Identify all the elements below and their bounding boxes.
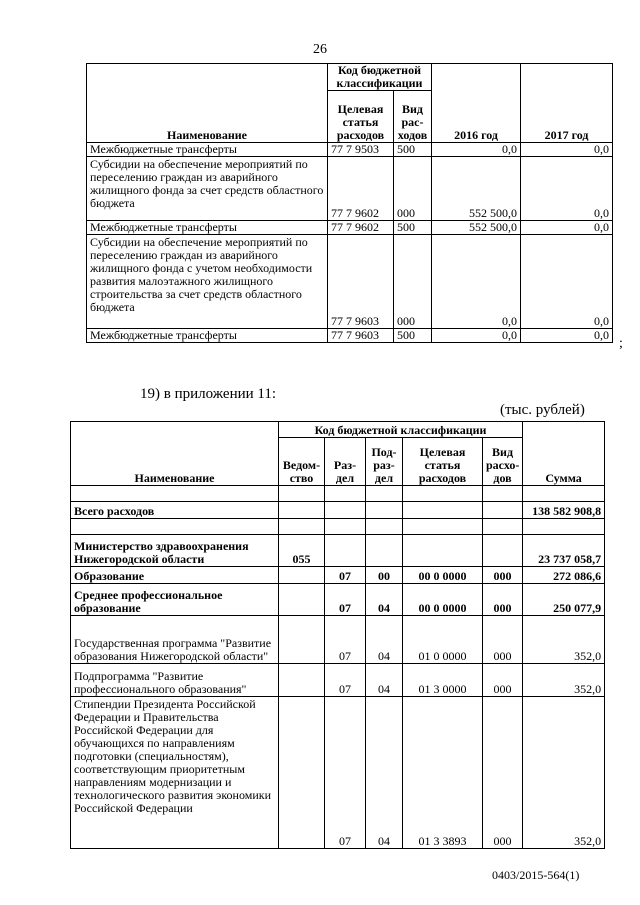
header-section: Раз-дел: [325, 438, 366, 486]
item-19-heading: 19) в приложении 11:: [140, 386, 277, 402]
row-name: Министерство здравоохранения Нижегородской области: [71, 535, 279, 567]
header-2017: 2017 год: [521, 64, 613, 143]
header-kind: Вид расхо-дов: [483, 438, 523, 486]
row-2016: 0,0: [432, 235, 521, 329]
row-sum: 352,0: [523, 616, 605, 664]
row-kind: 000: [483, 697, 523, 849]
header-name: Наименование: [71, 422, 279, 486]
row-kind: 000: [483, 567, 523, 584]
row-target: [403, 535, 483, 567]
row-target: 00 0 0000: [403, 584, 483, 616]
row-kind: 000: [394, 235, 432, 329]
table-row: [71, 519, 605, 535]
row-2017: 0,0: [521, 329, 613, 343]
row-name: Межбюджетные трансферты: [87, 143, 328, 157]
header-sum: Сумма: [523, 422, 605, 486]
row-2017: 0,0: [521, 157, 613, 221]
row-dept: [279, 584, 325, 616]
header-subsection: Под-раз-дел: [366, 438, 403, 486]
row-sum: [523, 486, 605, 502]
header-target: Целевая статья расходов: [328, 91, 394, 143]
row-kind: [483, 535, 523, 567]
row-sum: 250 077,9: [523, 584, 605, 616]
row-subsection: [366, 519, 403, 535]
table-row: [71, 616, 605, 664]
row-2017: 0,0: [521, 221, 613, 235]
row-2017: 0,0: [521, 235, 613, 329]
row-kind: 000: [483, 584, 523, 616]
row-2016: 0,0: [432, 329, 521, 343]
row-name: Субсидии на обеспечение мероприятий по переселению граждан из аварийного жилищного фонда за счет средств областного бюджета: [87, 157, 328, 221]
page-number: 26: [313, 42, 327, 57]
table-second: [70, 421, 605, 849]
row-dept: [279, 519, 325, 535]
header-kind: Вид рас-ходов: [394, 91, 432, 143]
table-row: [71, 535, 605, 567]
row-section: 07: [325, 664, 366, 697]
row-kind: 000: [394, 157, 432, 221]
row-subsection: 04: [366, 664, 403, 697]
header-target: Целевая статья расходов: [403, 438, 483, 486]
row-section: [325, 519, 366, 535]
row-dept: 055: [279, 535, 325, 567]
row-name: Стипендии Президента Российской Федерации и Правительства Российской Федерации для обучающихся по направлениям подготовки (специальностям), соответствующим приоритетным направлениям модернизации и технологического развития экономики Российской Федерации: [71, 697, 279, 849]
row-dept: [279, 664, 325, 697]
row-target: [403, 519, 483, 535]
row-kind: 000: [483, 664, 523, 697]
row-name: Субсидии на обеспечение мероприятий по переселению граждан из аварийного жилищного фонда с учетом необходимости развития малоэтажного жилищного строительства за счет средств областного бюджета: [87, 235, 328, 329]
row-subsection: 00: [366, 567, 403, 584]
row-target: 77 7 9603: [328, 235, 394, 329]
row-name: Межбюджетные трансферты: [87, 221, 328, 235]
row-kind: [483, 486, 523, 502]
row-name: Подпрограмма "Развитие профессионального образования": [71, 664, 279, 697]
row-subsection: 04: [366, 584, 403, 616]
row-sum: 352,0: [523, 697, 605, 849]
row-target: 00 0 0000: [403, 567, 483, 584]
table-row: [87, 329, 613, 343]
row-section: 07: [325, 584, 366, 616]
row-kind: 500: [394, 221, 432, 235]
row-kind: 500: [394, 143, 432, 157]
row-name: Среднее профессиональное образование: [71, 584, 279, 616]
header-2016: 2016 год: [432, 64, 521, 143]
row-subsection: 04: [366, 697, 403, 849]
row-kind: [483, 502, 523, 519]
row-sum: 138 582 908,8: [523, 502, 605, 519]
row-name: Всего расходов: [71, 502, 279, 519]
header-name: Наименование: [87, 64, 328, 143]
row-2016: 552 500,0: [432, 221, 521, 235]
row-dept: [279, 616, 325, 664]
row-name: Образование: [71, 567, 279, 584]
table-first: [86, 63, 613, 343]
table-row: [71, 567, 605, 584]
row-target: 77 7 9602: [328, 157, 394, 221]
row-section: 07: [325, 616, 366, 664]
table-row: [71, 584, 605, 616]
row-section: [325, 535, 366, 567]
row-kind: 500: [394, 329, 432, 343]
row-dept: [279, 502, 325, 519]
row-name: Межбюджетные трансферты: [87, 329, 328, 343]
table-row: [87, 221, 613, 235]
table-row: [87, 143, 613, 157]
row-target: 01 3 0000: [403, 664, 483, 697]
row-dept: [279, 567, 325, 584]
row-dept: [279, 486, 325, 502]
row-target: 01 0 0000: [403, 616, 483, 664]
row-subsection: [366, 502, 403, 519]
row-section: [325, 486, 366, 502]
row-target: 01 3 3893: [403, 697, 483, 849]
table-row: [71, 697, 605, 849]
table-row: [71, 664, 605, 697]
row-section: 07: [325, 567, 366, 584]
row-target: 77 7 9503: [328, 143, 394, 157]
table-row: [71, 502, 605, 519]
row-subsection: [366, 535, 403, 567]
row-2017: 0,0: [521, 143, 613, 157]
document-number: 0403/2015-564(1): [492, 868, 580, 882]
row-2016: 552 500,0: [432, 157, 521, 221]
header-dept: Ведом-ство: [279, 438, 325, 486]
row-target: 77 7 9602: [328, 221, 394, 235]
row-name: [71, 519, 279, 535]
row-section: 07: [325, 697, 366, 849]
table-row: [87, 157, 613, 221]
row-target: 77 7 9603: [328, 329, 394, 343]
row-sum: 272 086,6: [523, 567, 605, 584]
header-budget-code: Код бюджетной классификации: [328, 64, 432, 91]
row-name: Государственная программа "Развитие образования Нижегородской области": [71, 616, 279, 664]
row-sum: 23 737 058,7: [523, 535, 605, 567]
row-dept: [279, 697, 325, 849]
row-sum: [523, 519, 605, 535]
header-budget-code: Код бюджетной классификации: [279, 422, 523, 438]
table-row: [71, 486, 605, 502]
row-subsection: [366, 486, 403, 502]
row-target: [403, 502, 483, 519]
trailing-semicolon: ;: [619, 336, 623, 351]
row-sum: 352,0: [523, 664, 605, 697]
row-kind: 000: [483, 616, 523, 664]
row-kind: [483, 519, 523, 535]
table-row: [87, 235, 613, 329]
row-subsection: 04: [366, 616, 403, 664]
row-target: [403, 486, 483, 502]
row-name: [71, 486, 279, 502]
row-section: [325, 502, 366, 519]
units-label: (тыс. рублей): [500, 402, 585, 418]
row-2016: 0,0: [432, 143, 521, 157]
